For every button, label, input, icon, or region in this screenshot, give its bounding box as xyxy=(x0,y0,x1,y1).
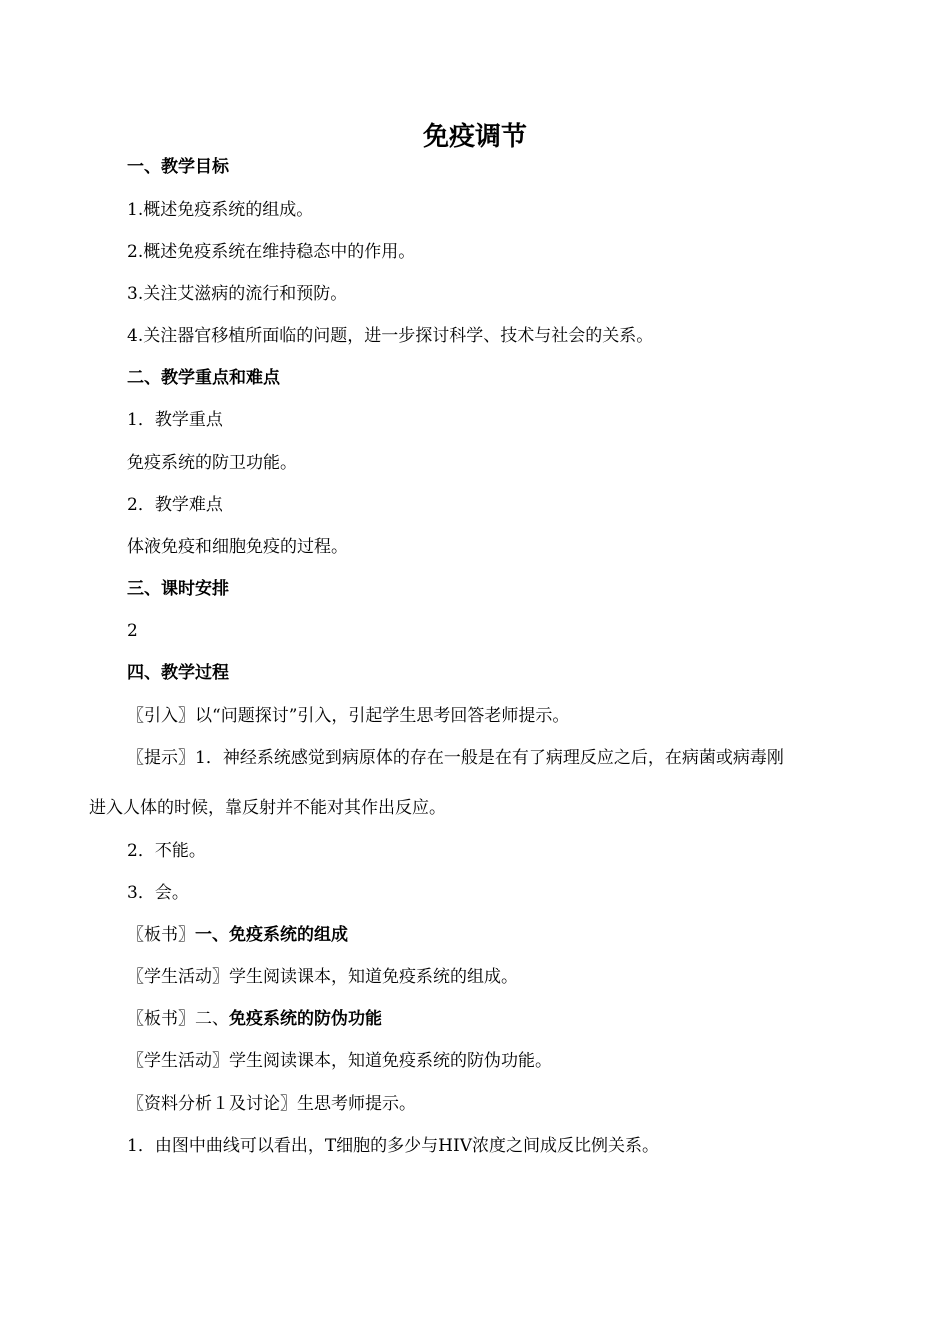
key-point-text: 免疫系统的防卫功能。 xyxy=(127,453,297,473)
difficulty-text: 体液免疫和细胞免疫的过程。 xyxy=(127,537,348,557)
document-title: 免疫调节 xyxy=(422,122,527,152)
hint-paragraph-line1: 〖提示〗1．神经系统感觉到病原体的存在一般是在有了病理反应之后，在病菌或病毒刚 xyxy=(127,748,784,768)
board-note-2 xyxy=(127,1008,382,1030)
analysis-paragraph: 〖资料分析１及讨论〗生思考师提示。 xyxy=(127,1094,416,1114)
answer-item: 2．不能。 xyxy=(127,841,206,861)
board-note-title: 免疫系统的防伪功能 xyxy=(229,1009,382,1029)
section-heading-objectives: 一、教学目标 xyxy=(127,157,229,177)
board-note-prefix: 〖板书〗 xyxy=(127,925,195,945)
board-note-prefix: 〖板书〗二、 xyxy=(127,1009,229,1029)
hint-paragraph-line2: 进入人体的时候，靠反射并不能对其作出反应。 xyxy=(89,798,446,818)
analysis-point-1: 1．由图中曲线可以看出，T细胞的多少与HIV浓度之间成反比例关系。 xyxy=(127,1136,659,1156)
section-heading-process: 四、教学过程 xyxy=(127,663,229,683)
intro-paragraph: 〖引入〗以“问题探讨”引入，引起学生思考回答老师提示。 xyxy=(127,706,570,726)
schedule-value: 2 xyxy=(127,621,138,641)
section-heading-schedule: 三、课时安排 xyxy=(127,579,229,599)
objective-item: 1.概述免疫系统的组成。 xyxy=(127,200,314,220)
student-activity-1: 〖学生活动〗学生阅读课本，知道免疫系统的组成。 xyxy=(127,967,518,987)
difficulty-label: 2．教学难点 xyxy=(127,495,223,515)
board-note-1 xyxy=(127,924,348,946)
objective-item: 3.关注艾滋病的流行和预防。 xyxy=(127,284,348,304)
objective-item: 2.概述免疫系统在维持稳态中的作用。 xyxy=(127,242,416,262)
answer-item: 3．会。 xyxy=(127,883,189,903)
board-note-title: 一、免疫系统的组成 xyxy=(195,925,348,945)
key-point-label: 1．教学重点 xyxy=(127,410,223,430)
section-heading-key-points: 二、教学重点和难点 xyxy=(127,368,280,388)
objective-item: 4.关注器官移植所面临的问题，进一步探讨科学、技术与社会的关系。 xyxy=(127,326,654,346)
student-activity-2: 〖学生活动〗学生阅读课本，知道免疫系统的防伪功能。 xyxy=(127,1051,552,1071)
